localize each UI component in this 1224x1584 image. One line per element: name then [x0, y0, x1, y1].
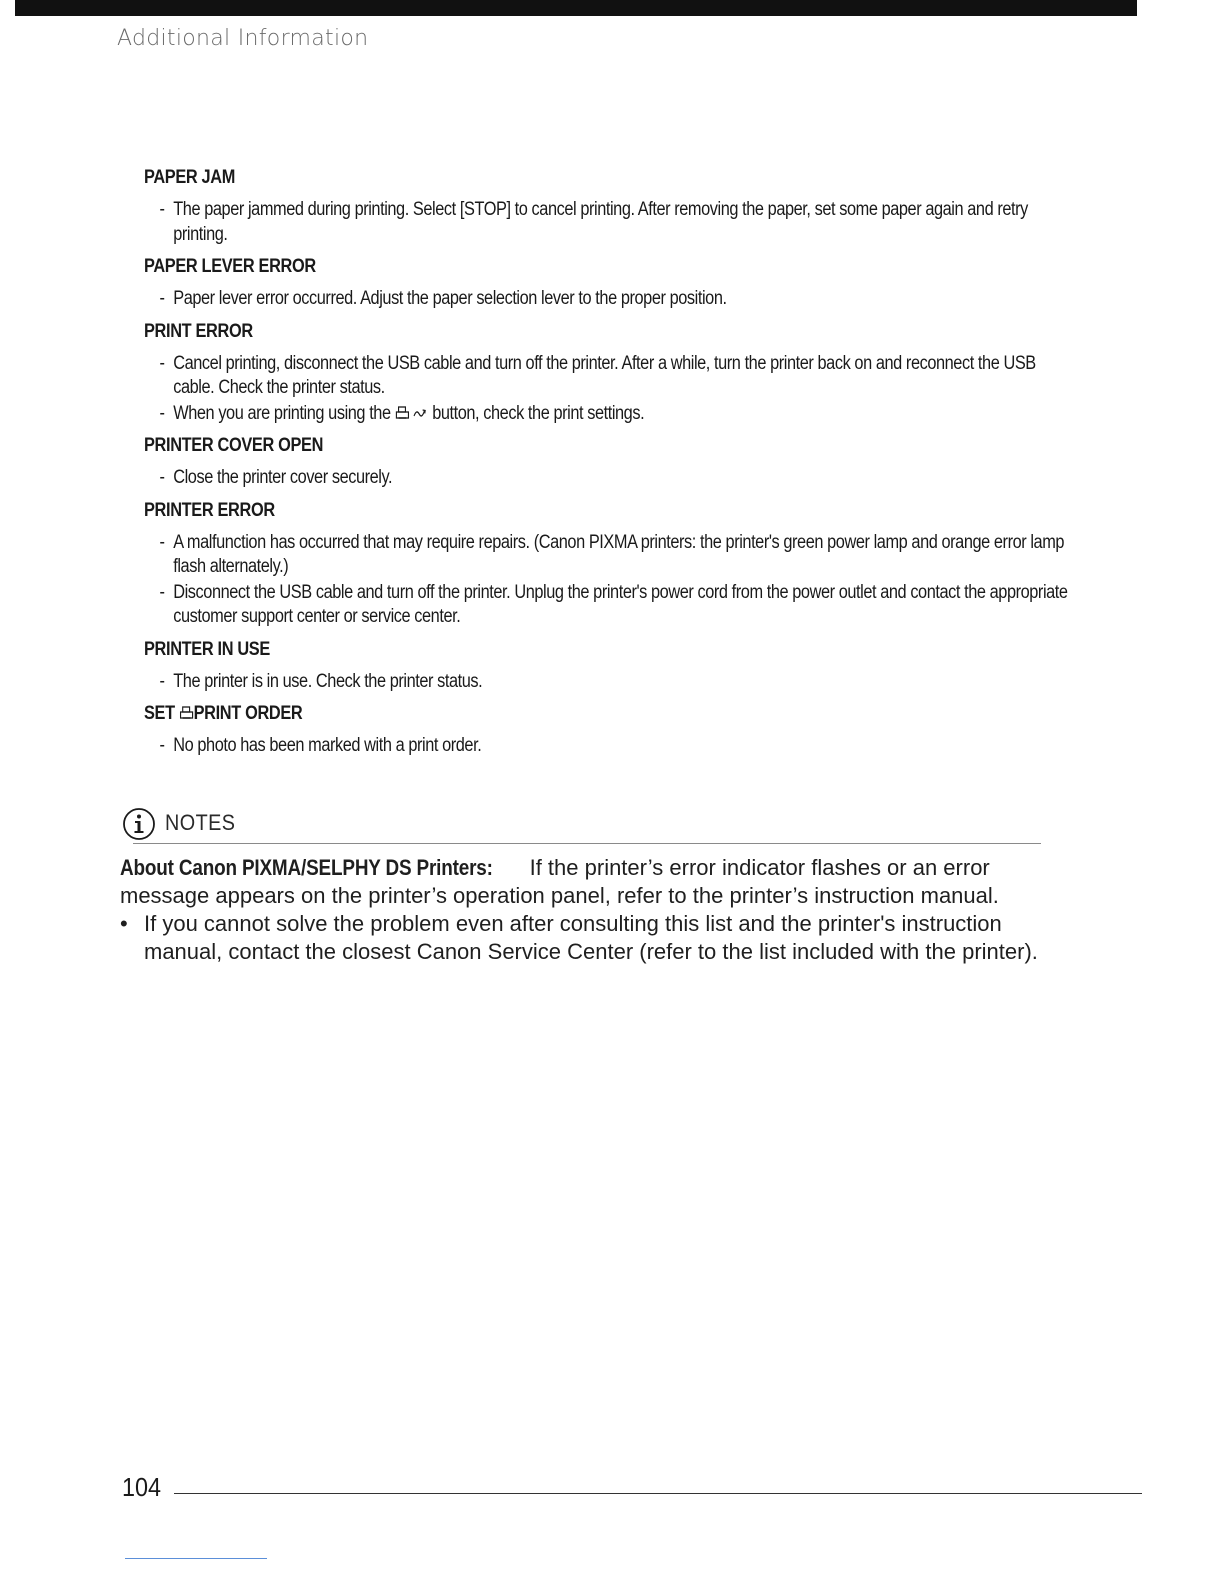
error-item [144, 499, 1068, 630]
notes-body [120, 854, 1060, 966]
error-item [144, 255, 1054, 312]
notes-paragraph [120, 854, 1060, 910]
print-icon [395, 406, 410, 421]
error-description: - Disconnect the USB cable and turn off the printer. Unplug the printer's power cord from the power outlet and contact the appropriate customer support center or service center. [144, 581, 1068, 630]
error-item [144, 320, 1054, 427]
header-bar [15, 0, 1137, 16]
info-icon [119, 808, 159, 842]
error-item [144, 638, 1054, 695]
error-title: PRINTER COVER OPEN [144, 435, 324, 456]
error-list [144, 166, 1068, 767]
error-title-suffix: PRINT ORDER [193, 703, 303, 724]
error-title-prefix: SET [144, 703, 175, 724]
error-description [144, 402, 1068, 427]
error-title: PAPER JAM [144, 167, 236, 188]
notes-label: NOTES [165, 810, 236, 835]
footer-divider [174, 1493, 1142, 1494]
error-description: - A malfunction has occurred that may require repairs. (Canon PIXMA printers: the printer's green power lamp and orange error lamp flash alternately.) [144, 531, 1068, 580]
error-description: - Cancel printing, disconnect the USB cable and turn off the printer. After a while, turn the printer back on and reconnect the USB cable. Check the printer status. [144, 352, 1068, 401]
error-description: - No photo has been marked with a print order. [144, 734, 1068, 759]
notes-bullet: • If you cannot solve the problem even after consulting this list and the printer's instruction manual, contact the closest Canon Service Center (refer to the list included with the printer). [120, 910, 1060, 966]
share-wave-icon [413, 407, 428, 419]
section-title: Additional Information [117, 26, 369, 51]
notes-heading [119, 808, 1041, 842]
error-item [144, 702, 1054, 759]
error-title: PAPER LEVER ERROR [144, 256, 316, 277]
error-title: PRINTER IN USE [144, 638, 270, 660]
error-description: - The paper jammed during printing. Select [STOP] to cancel printing. After removing the paper, set some paper again and retry printing. [144, 198, 1068, 247]
error-item [144, 166, 1054, 247]
error-description: - Paper lever error occurred. Adjust the paper selection lever to the proper position. [144, 287, 1068, 312]
desc-text-before: When you are printing using the [173, 402, 391, 424]
notes-lead-text: If the printer’s error indicator flashes or an error message appears on the printer’s operation panel, refer to the printer’s instruction manual. [120, 855, 999, 908]
notes-lead: About Canon PIXMA/SELPHY DS Printers: [120, 855, 493, 880]
error-description: - Close the printer cover securely. [144, 466, 1068, 491]
notes-divider [133, 843, 1041, 844]
error-title [144, 702, 927, 726]
error-description: - The printer is in use. Check the printer status. [144, 670, 1068, 695]
error-title: PRINTER ERROR [144, 499, 275, 521]
print-icon [179, 706, 194, 721]
desc-text-after: button, check the print settings. [432, 402, 645, 424]
margin-mark [125, 1558, 267, 1559]
error-title: PRINT ERROR [144, 320, 253, 342]
error-item [144, 434, 1054, 491]
page-number: 104 [122, 1472, 162, 1502]
